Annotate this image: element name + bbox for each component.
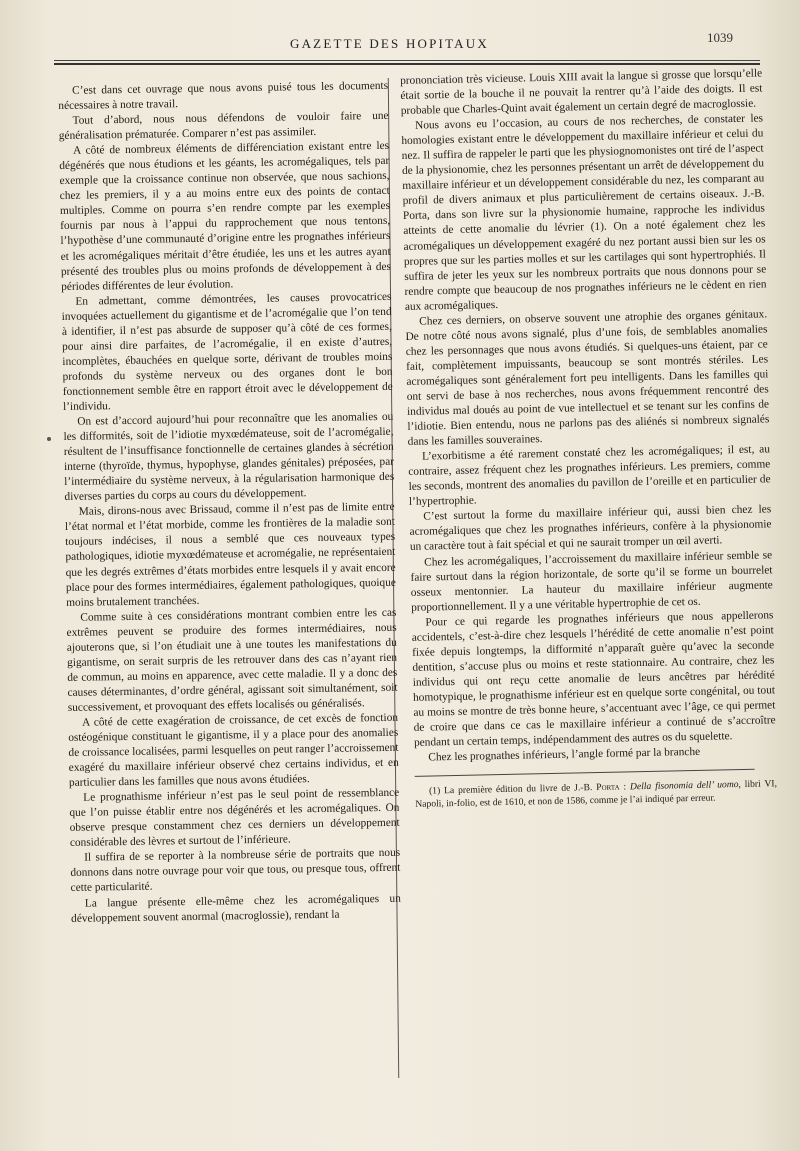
paragraph: Chez ces derniers, on observe souvent une atrophie des organes génitaux. De notre côté nous avons signalé, plus d’une fois, de semblables anomalies chez les personnages que nous avons étudiés. Si quelques-uns étaient, par ce fait, complètement impuissants, beaucoup se sont montrés stériles. Les acromégaliques sont généralement fort peu intelligents. Dans les familles qui ont servi de base à nos recherches, nous avons fréquemment rencontré des individus mal doués au point de vue intellectuel et se tenant sur les confins de l’idiotie. Bien entendu, nous ne parlons pas des aliénés si nombreux signalés dans les familles souveraines. [405, 308, 770, 449]
running-head [0, 30, 800, 56]
header-rule-thin [54, 60, 760, 61]
footnote-text: (1) La première édition du livre de J.-B. [428, 782, 597, 797]
paragraph: La langue présente elle-même chez les acromégaliques un développement souvent anormal (macroglossie), rendant la [71, 892, 401, 925]
paragraph: Chez les acromégaliques, l’accroissement du maxillaire inférieur semble se faire surtout dans la région horizontale, de sorte qu’il se forme un bourrelet osseux mentonnier. La hauteur du maxillaire inférieur augmente proportionnellement. Il y a une véritable hypertrophie de cet os. [410, 548, 773, 614]
paragraph: Nous avons eu l’occasion, au cours de nos recherches, de constater les homologies existant entre le développement du maxillaire inférieur et celui du nez. Il suffira de rappeler le parti que les physiognomonistes ont tiré de l’aspect de la physionomie, chez les personnes présentant un arrêt de développement du maxillaire inférieur et un développement considérable du nez, les comparant au profil de divers animaux et plus particulièrement de certains oiseaux. J.-B. Porta, dans son livre sur la physionomie humaine, rapproche les individus atteints de cette anomalie du lévrier (1). On a noté également chez les acromégaliques un développement exagéré du nez portant aussi bien sur les os propres que sur les parties molles et sur les cartilages qui sont hypertrophiés. Il suffira de jeter les yeux sur les nombreux portraits que nous donnons pour se rendre compte que beaucoup de nos prognathes inférieurs ne le cèdent en rien aux acromégaliques. [401, 112, 767, 313]
footnote-rule [415, 769, 755, 777]
left-column [58, 79, 401, 927]
paragraph: Il suffira de se reporter à la nombreuse série de portraits que nous donnons dans notre ouvrage pour voir que tous, ou presque tous, offrent cette particularité. [70, 847, 401, 895]
paragraph: prononciation très vicieuse. Louis XIII avait la langue si grosse que lorsqu’elle était sortie de la bouche il ne pouvait la rentrer qu’à l’aide des doigts. Il est probable que Charles-Quint avait également un certain degré de macroglossie. [400, 67, 763, 118]
paragraph: A côté de cette exagération de croissance, de cet excès de fonction ostéogénique constituant le gigantisme, il y a place pour des anomalies de croissance localisées, parmi lesquelles on peut ranger l’accroissement exagéré du maxillaire inférieur observé chez certains individus, et en particulier dans les familles que nous avons étudiées. [68, 711, 399, 790]
journal-title: GAZETTE DES HOPITAUX [290, 36, 489, 51]
header-rule-thick [54, 63, 760, 65]
right-column [400, 66, 777, 811]
footnote-book-title: Della fisonomia dell’ uomo [629, 779, 739, 793]
footnote-author: Porta [596, 781, 620, 794]
paragraph: A côté de nombreux éléments de différenciation existant entre les dégénérés que nous étudions et les géants, les acromégaliques, tels par exemple que la croissance continue non observée, que nous sachions, chez les premiers, il y a au moins entre eux des points de contact multiples. Comme on pourra s’en rendre compte par les exemples fournis par nous à l’appui du rapprochement que nous tentons, l’hypothèse d’une communauté d’origine entre les prognathes inférieurs et les acromégaliques méritait d’être étudiée, les uns et les autres ayant présenté des troubles plus ou moins profonds de développement à des périodes différentes de leur évolution. [59, 139, 391, 293]
footnote-text: , libri VI, Napoli, in-folio, est de 1610, et non de 1586, comme je l’ai indiqué par erreur. [415, 778, 778, 810]
page-number: 1039 [707, 30, 733, 45]
margin-dot [47, 437, 51, 441]
paragraph: Comme suite à ces considérations montrant combien entre les cas extrêmes peuvent se produire des formes intermédiaires, nous ajouterons que, si l’on étudiait une à une toutes les manifestations du gigantisme, on serait surpris de les retrouver dans des cas n’ayant rien de commun, au moins en apparence, avec cette maladie. Il y a donc des causes déterminantes, d’ordre général, agissant soit simultanément, soit successivement, et provoquant des effets localisés ou généralisés. [66, 606, 398, 714]
footnote-text: : [619, 781, 631, 793]
paragraph: En admettant, comme démontrées, les causes provocatrices invoquées actuellement du gigantisme et de l’acromégalie que l’on tend à identifier, il n’est pas absurde de supposer qu’à côté de ces formes, pour ainsi dire parfaites, de l’acromégalie, il en existe d’autres, incomplètes, ébauchées en quelque sorte, dérivant de troubles moins profonds du système nerveux ou des organes dont le bon fonctionnement semble être en rapport étroit avec le développement de l’individu. [61, 290, 393, 413]
paragraph: Pour ce qui regarde les prognathes inférieurs que nous appellerons accidentels, c’est-à-dire chez lesquels l’hérédité de cette anomalie n’est point fixée depuis longtemps, la difformité n’apparaît guère qu’avec la seconde dentition, s’accuse plus ou moins et reste stationnaire. Au contraire, chez les individus qui ont reçu cette anomalie de leurs ancêtres par hérédité homotypique, le prognathisme inférieur est en quelque sorte congénital, ou tout au moins se montre de très bonne heure, s’accentuant avec l’âge, ce qui permet de croire que dans ce cas le maxillaire inférieur a continué de s’accroître pendant un certain temps, indépendamment des autres os du squelette. [411, 608, 776, 749]
paragraph: Le prognathisme inférieur n’est pas le seul point de ressemblance que l’on puisse établir entre nos dégénérés et les acromégaliques. On observe presque constamment chez ces derniers un développement considérable des lèvres et surtout de l’inférieure. [69, 786, 400, 850]
paragraph: On est d’accord aujourd’hui pour reconnaître que les anomalies ou les difformités, soit de l’idiotie myxœdémateuse, soit de l’acromégalie, résultent de l’insuffisance fonctionnelle de certaines glandes à sécrétion interne (thyroïde, thymus, hypophyse, glandes génitales) préposées, par l’intermédiaire du système nerveux, à la régularisation harmonique des diverses parties du corps au cours du développement. [63, 410, 395, 504]
paragraph: Chez les prognathes inférieurs, l’angle formé par la branche [428, 745, 701, 764]
paragraph: C’est surtout la forme du maxillaire inférieur qui, aussi bien chez les acromégaliques que chez les prognathes inférieurs, confère à la physionomie un caractère tout à fait spécial et qui ne saurait tromper un œil averti. [409, 503, 772, 554]
paragraph: L’exorbitisme a été rarement constaté chez les acromégaliques; il est, au contraire, assez fréquent chez les prognathes inférieurs. Les premiers, comme les seconds, montrent des anomalies du pavillon de l’oreille et en particulier de l’hypertrophie. [408, 443, 771, 509]
paragraph: Mais, dirons-nous avec Brissaud, comme il n’est pas de limite entre l’état normal et l’état morbide, comme les frontières de la maladie sont toujours indécises, il nous a semblé que ces nouveaux types pathologiques, idiotie myxœdémateuse et acromégalie, ne représentaient que les degrés extrêmes d’états morbides entre lesquels il y avait encore place pour des formes intermédiaires, également pathologiques, quoique moins brutalement tranchées. [64, 501, 396, 609]
paragraph: C’est dans cet ouvrage que nous avons puisé tous les documents nécessaires à notre travail. [58, 79, 389, 113]
paragraph: Tout d’abord, nous nous défendons de vouloir faire une généralisation prématurée. Comparer n’est pas assimiler. [58, 109, 389, 143]
footnote [415, 777, 777, 811]
